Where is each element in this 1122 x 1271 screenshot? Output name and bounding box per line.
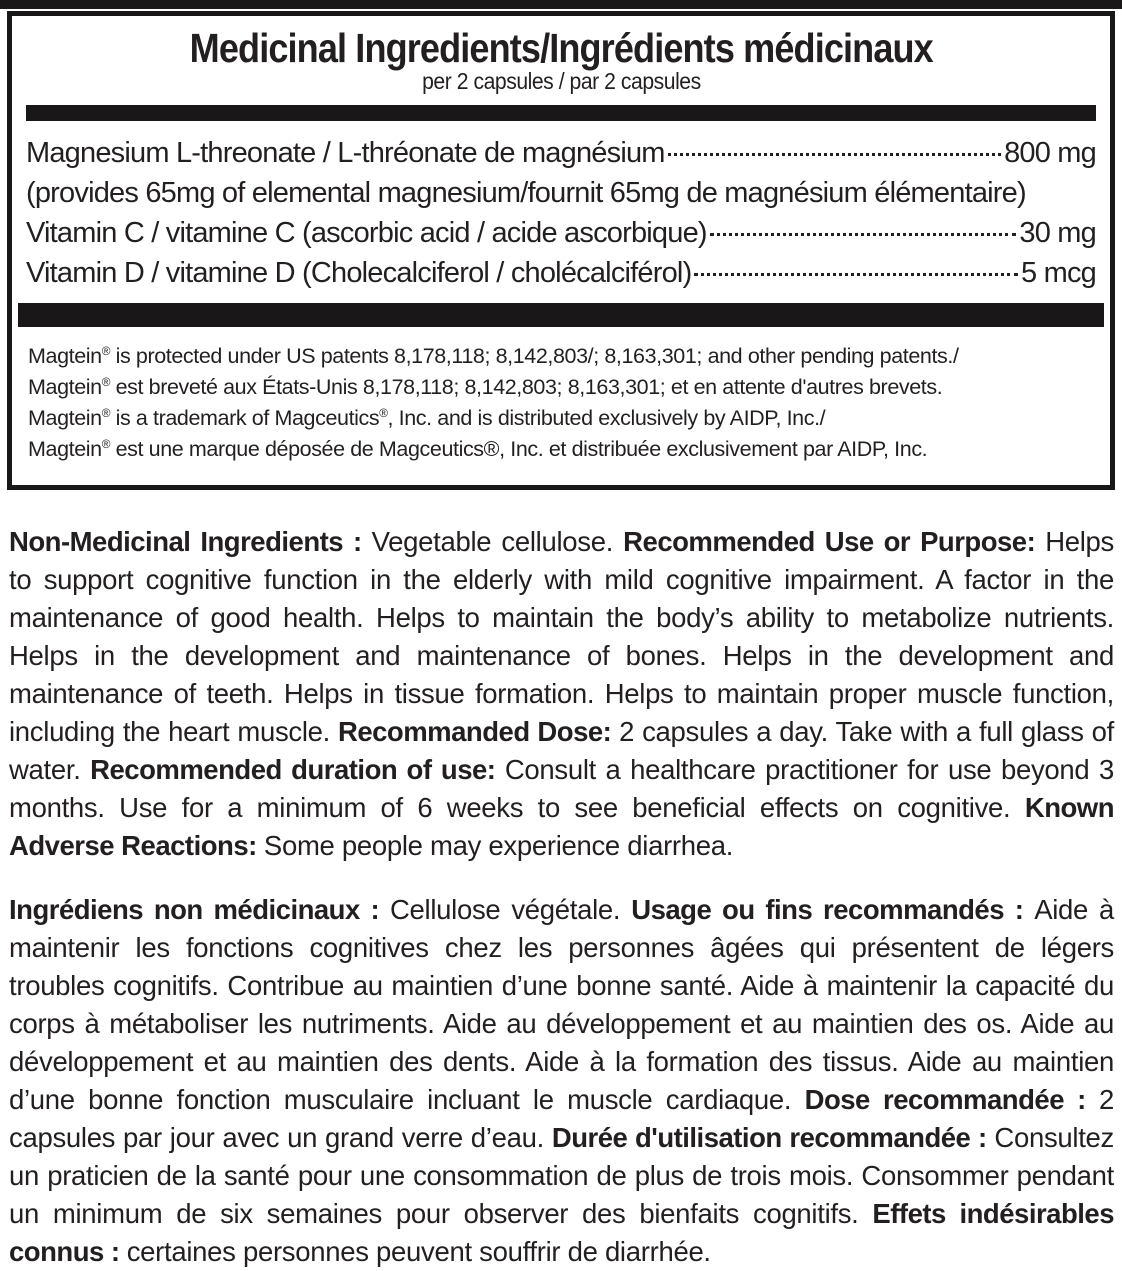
patent-notice [12, 327, 1110, 485]
dot-leader [710, 233, 1017, 236]
panel-title: Medicinal Ingredients/Ingrédients médicinaux [189, 25, 933, 71]
dot-leader [694, 273, 1018, 276]
ingredient-name: Vitamin D / vitamine D (Cholecalciferol / cholécalciférol) [26, 257, 692, 290]
patent-line-en: Magtein® is protected under US patents 8,178,118; 8,142,803/; 8,163,301; and other pending patents./ [28, 344, 959, 369]
ingredient-row [26, 213, 1096, 253]
panel-subtitle: per 2 capsules / par 2 capsules [421, 68, 701, 95]
ingredient-note: (provides 65mg of elemental magnesium/fournit 65mg de magnésium élémentaire) [26, 177, 1026, 210]
box-header [12, 16, 1110, 94]
trademark-line-en: Magtein® is a trademark of Magceutics®, Inc. and is distributed exclusively by AIDP, Inc./ [28, 406, 826, 431]
ingredient-row [26, 133, 1096, 173]
trademark-line-fr: Magtein® est une marque déposée de Magceutics®, Inc. et distribuée exclusivement par AIDP, Inc. [28, 437, 928, 462]
ingredient-amount: 5 mcg [1021, 257, 1096, 290]
dot-leader [668, 153, 1001, 156]
divider-bar-bottom [18, 303, 1104, 327]
paragraph-french: Ingrédiens non médicinaux : Cellulose végétale. Usage ou fins recommandés : Aide à maintenir les fonctions cognitives chez les personnes âgées qui présentent de légers troubles cognitifs. Contribue au maintien d’une bonne santé. Aide à maintenir la capacité du corps à métaboliser les nutriments. Aide au développement et au maintien des os. Aide au développement et au maintien des dents. Aide à la formation des tissus. Aide au maintien d’une bonne fonction musculaire incluant le muscle cardiaque. Dose recommandée : 2 capsules par jour avec un grand verre d’eau. Durée d'utilisation recommandée : Consultez un praticien de la santé pour une consommation de plus de trois mois. Consommer pendant un minimum de six semaines pour observer des bienfaits cognitifs. Effets indésirables connus : certaines personnes peuvent souffrir de diarrhée. [9, 894, 1115, 1268]
ingredient-row [26, 253, 1096, 293]
medicinal-ingredients-box [7, 11, 1115, 490]
ingredients-list [12, 125, 1110, 295]
paragraph-english: Non-Medicinal Ingredients : Vegetable cellulose. Recommended Use or Purpose: Helps to support cognitive function in the elderly with mild cognitive impairment. A factor in the maintenance of good health. Helps to maintain the body’s ability to metabolize nutrients. Helps in the development and maintenance of bones. Helps in the development and maintenance of teeth. Helps in tissue formation. Helps to maintain proper muscle function, including the heart muscle. Recommanded Dose: 2 capsules a day. Take with a full glass of water. Recommended duration of use: Consult a healthcare practitioner for use beyond 3 months. Use for a minimum of 6 weeks to see beneficial effects on cognitive. Known Adverse Reactions: Some people may experience diarrhea. [9, 526, 1114, 862]
ingredient-amount: 30 mg [1019, 217, 1096, 250]
label-body-text [0, 490, 1122, 1271]
ingredient-amount: 800 mg [1004, 137, 1096, 170]
ingredient-name: Vitamin C / vitamine C (ascorbic acid / acide ascorbique) [26, 217, 707, 250]
ingredient-name: Magnesium L-threonate / L-thréonate de magnésium [26, 137, 665, 170]
patent-line-fr: Magtein® est breveté aux États-Unis 8,178,118; 8,142,803; 8,163,301; et en attente d'autres brevets. [28, 375, 943, 400]
divider-bar-top [26, 105, 1096, 121]
top-edge-bar [0, 0, 1122, 9]
